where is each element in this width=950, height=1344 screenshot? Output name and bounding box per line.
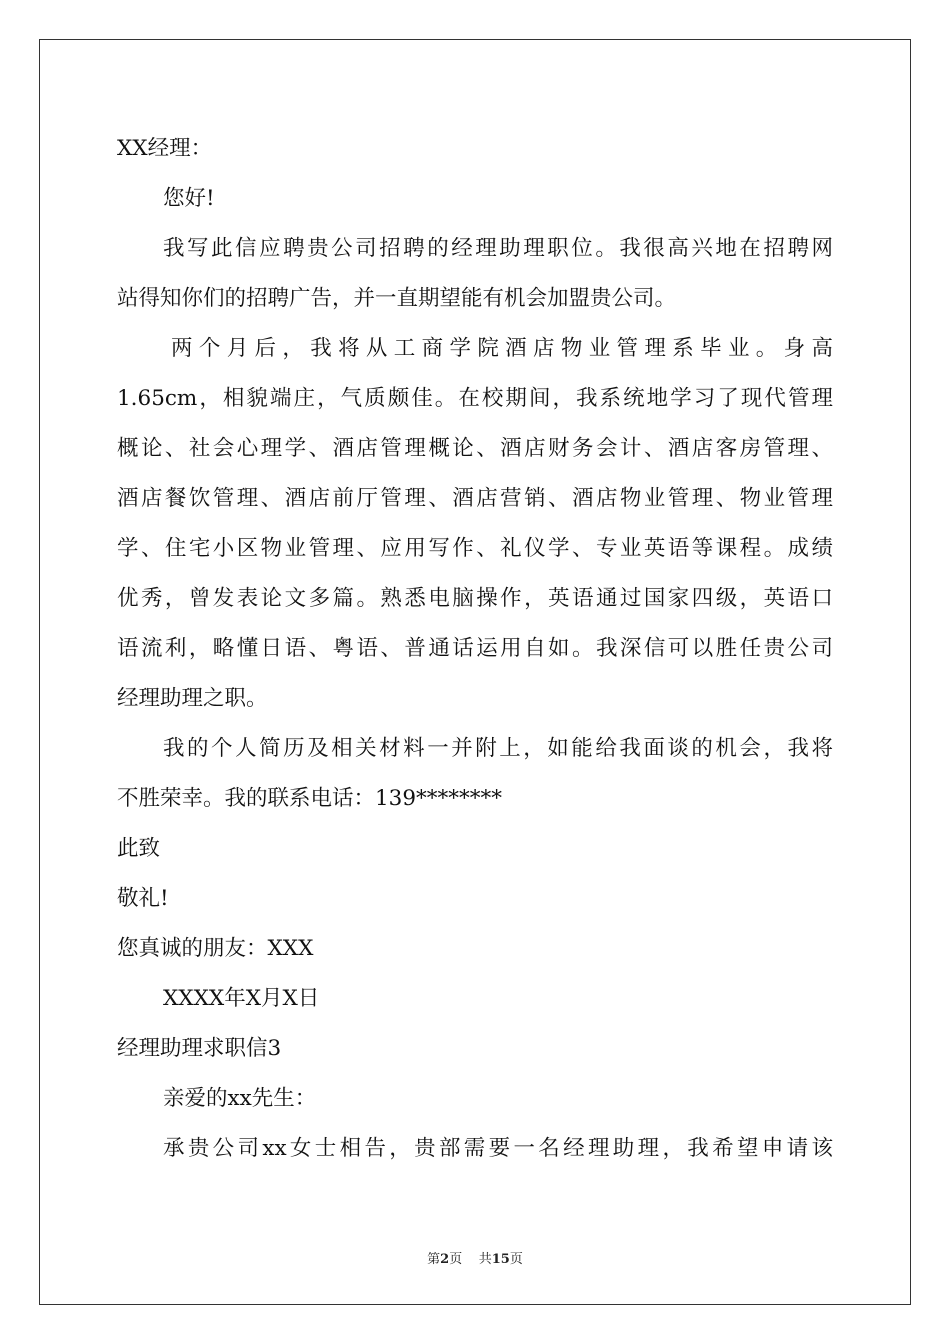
paragraph-1-line-1: 我写此信应聘贵公司招聘的经理助理职位。我很高兴地在招聘网 bbox=[163, 236, 833, 261]
total-label-post: 页 bbox=[509, 1252, 523, 1267]
closing-line-2: 敬礼! bbox=[117, 886, 169, 911]
paragraph-2-line-6: 优秀，曾发表论文多篇。熟悉电脑操作，英语通过国家四级，英语口 bbox=[117, 586, 833, 611]
paragraph-1-line-2: 站得知你们的招聘广告，并一直期望能有机会加盟贵公司。 bbox=[117, 286, 677, 311]
page-label-pre: 第 bbox=[427, 1252, 441, 1267]
signature: 您真诚的朋友：XXX bbox=[117, 936, 314, 961]
paragraph-2-line-5: 学、住宅小区物业管理、应用写作、礼仪学、专业英语等课程。成绩 bbox=[117, 536, 833, 561]
total-label-pre: 共 bbox=[478, 1252, 492, 1267]
greeting: 您好! bbox=[163, 186, 215, 211]
paragraph-2-line-8: 经理助理之职。 bbox=[117, 686, 268, 711]
paragraph-3-line-2: 不胜荣幸。我的联系电话：139******** bbox=[117, 786, 503, 811]
date: XXXX年X月X日 bbox=[163, 986, 320, 1011]
paragraph-2-line-4: 酒店餐饮管理、酒店前厅管理、酒店营销、酒店物业管理、物业管理 bbox=[117, 486, 833, 511]
salutation: XX经理： bbox=[117, 136, 213, 161]
section-salutation: 亲爱的xx先生： bbox=[163, 1086, 317, 1111]
paragraph-2-line-7: 语流利，略懂日语、粤语、普通话运用自如。我深信可以胜任贵公司 bbox=[117, 636, 833, 661]
section-title: 经理助理求职信3 bbox=[117, 1036, 282, 1061]
closing-line-1: 此致 bbox=[117, 836, 161, 861]
paragraph-2-line-3: 概论、社会心理学、酒店管理概论、酒店财务会计、酒店客房管理、 bbox=[117, 436, 833, 461]
page-number: 2 bbox=[440, 1252, 450, 1267]
page-footer bbox=[0, 1248, 950, 1267]
paragraph-2-line-1: 两个月后，我将从工商学院酒店物业管理系毕业。身高 bbox=[171, 336, 833, 361]
section-paragraph-line-1: 承贵公司xx女士相告，贵部需要一名经理助理，我希望申请该 bbox=[163, 1136, 833, 1161]
paragraph-3-line-1: 我的个人简历及相关材料一并附上，如能给我面谈的机会，我将 bbox=[163, 736, 833, 761]
total-pages: 15 bbox=[491, 1252, 510, 1267]
page-border bbox=[39, 39, 911, 1305]
paragraph-2-line-2: 1.65cm，相貌端庄，气质颇佳。在校期间，我系统地学习了现代管理 bbox=[117, 386, 833, 411]
page-label-post: 页 bbox=[449, 1252, 463, 1267]
